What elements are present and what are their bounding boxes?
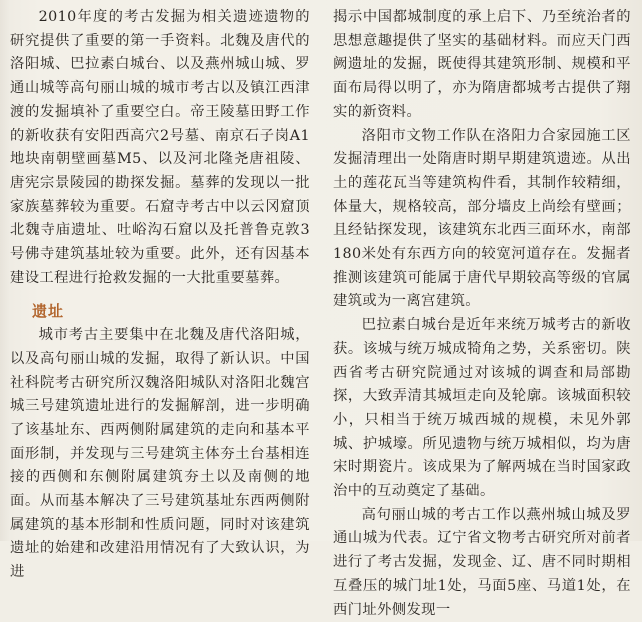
luoyang-paragraph: 洛阳市文物工作队在洛阳力合家园施工区发掘清理出一处隋唐时期早期建筑遗迹。从出土的莲花瓦当等建筑构件看，其制作较精细，体量大，规格较高，部分墙皮上尚绘有壁画；且经钻探发现，该建筑东北西三面环水，南部180米处有东西方向的较宽河道存在。发掘者推测该建筑可能属于唐代早期较高等级的官属建筑或为一离宫建筑。 — [333, 127, 631, 310]
left-column — [10, 6, 310, 585]
section-heading: 遗址 — [32, 302, 65, 321]
site-paragraph: 城市考古主要集中在北魏及唐代洛阳城，以及高句丽山城的发掘，取得了新认识。中国社科院考古研究所汉魏洛阳城队对洛阳北魏宫城三号建筑遗址进行的发掘解剖，进一步明确了该基址东、西两侧附属建筑的走向和基本平面形制，并发现与三号建筑主体夯土台基相连接的西侧和东侧附属建筑夯土以及南侧的地面。从而基本解决了三号建筑基址东西两侧附属建筑的基本形制和性质问题，同时对该建筑遗址的始建和改建沿用情况有了大致认识，为进 — [10, 327, 310, 581]
right-column — [333, 6, 631, 622]
continuation-paragraph: 揭示中国都城制度的承上启下、乃至统治者的思想意趣提供了坚实的基础材料。而应天门西阙遗址的发掘，既使得其建筑形制、规模和平面布局得以明了，亦为隋唐都城考古提供了翔实的新资料。 — [333, 9, 631, 120]
intro-paragraph: 2010年度的考古发掘为相关遗迹遗物的研究提供了重要的第一手资料。北魏及唐代的洛阳城、巴拉素白城台、以及燕州城山城、罗通山城等高句丽山城的城市考古以及镇江西津渡的发掘填补了重要空白。帝王陵墓田野工作的新收获有安阳西高穴2号墓、南京石子岗A1地块南朝壁画墓M5、以及河北隆尧唐祖陵、唐宪宗景陵园的勘探发掘。墓葬的发现以一批家族墓葬较为重要。石窟寺考古中以云冈窟顶北魏寺庙遗址、吐峪沟石窟以及托普鲁克敦3号佛寺建筑基址较为重要。此外，还有因基本建设工程进行抢救发掘的一大批重要墓葬。 — [10, 9, 310, 286]
balasu-paragraph: 巴拉素白城台是近年来统万城考古的新收获。该城与统万城成犄角之势，关系密切。陕西省考古研究院通过对该城的调查和局部勘探，大致弄清其城垣走向及轮廓。该城面积较小，只相当于统万城西城的规模，未见外郭城、护城壕。所见遗物与统万城相似，均为唐宋时期瓷片。该成果为了解两城在当时国家政治中的互动奠定了基础。 — [333, 317, 631, 500]
goguryeo-paragraph: 高句丽山城的考古工作以燕州城山城及罗通山城为代表。辽宁省文物考古研究所对前者进行了考古发掘，发现金、辽、唐不同时期相互叠压的城门址1处，马面5座、马道1处，在西门址外侧发现一 — [333, 506, 631, 618]
